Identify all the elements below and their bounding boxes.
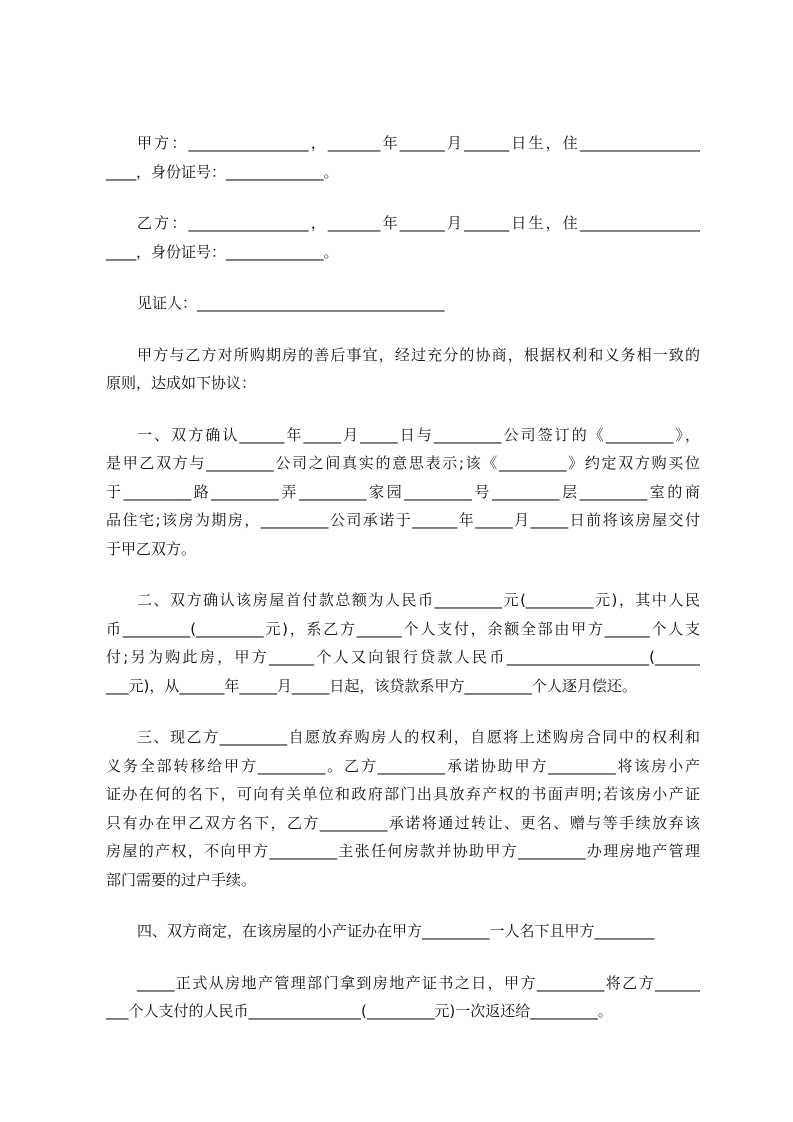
paragraph-line: ____，身份证号：_____________。	[106, 162, 339, 181]
contract-paragraph	[106, 917, 700, 946]
paragraph-line: 义务全部转移给甲方_________。乙方_________承诺协助甲方_________将该房小产	[106, 756, 700, 775]
paragraph-line: 乙方：________________，_______年______月______日生，住________________	[137, 214, 700, 232]
paragraph-line: 甲方：________________，_______年______月______日生，住________________	[137, 134, 700, 152]
contract-paragraph	[106, 341, 700, 398]
paragraph-line: ___个人支付的人民币_______________(_________元)一次返还给_________。	[106, 1002, 613, 1020]
paragraph-line: 于甲乙双方。	[106, 539, 197, 558]
paragraph-line: 于_________路_________弄_________家园_________号_________层_________室的商	[106, 482, 700, 501]
paragraph-line: 二、双方确认该房屋首付款总额为人民币_________元(_________元)，其中人民	[137, 591, 700, 609]
paragraph-line: 只有办在甲乙双方名下，乙方_________承诺将通过转让、更名、赠与等手续放弃该	[106, 813, 700, 832]
paragraph-line: 房屋的产权，不向甲方_________主张任何房款并协助甲方_________办理房地产管理	[106, 842, 700, 860]
contract-document	[106, 129, 700, 1049]
paragraph-line: 一、双方确认______年_____月_____日与_________公司签订的《_________》，	[137, 425, 700, 444]
paragraph-line: ___元)，从______年_____月_____日起，该贷款系甲方_________个人逐月偿还。	[106, 676, 637, 695]
contract-paragraph	[106, 129, 700, 186]
paragraph-line: _____正式从房地产管理部门拿到房地产证书之日，甲方_________将乙方______	[137, 973, 700, 992]
contract-paragraph	[106, 969, 700, 1026]
paragraph-line: 部门需要的过户手续。	[106, 870, 257, 889]
contract-paragraph	[106, 421, 700, 564]
paragraph-line: 见证人：_________________________________	[137, 294, 445, 312]
paragraph-line: 四、双方商定，在该房屋的小产证办在甲方_________一人名下且甲方________	[137, 922, 655, 940]
contract-paragraph	[106, 209, 700, 266]
paragraph-line: 付;另为购此房，甲方______个人又向银行贷款人民币___________________(______	[106, 648, 700, 666]
paragraph-line: 证办在何的名下，可向有关单位和政府部门出具放弃产权的书面声明;若该房小产证	[106, 785, 700, 803]
paragraph-line: 原则，达成如下协议：	[106, 374, 257, 392]
paragraph-line: ____，身份证号：_____________。	[106, 242, 339, 261]
paragraph-line: 是甲乙双方与_________公司之间真实的意思表示;该《_________》约定双方购买位	[106, 454, 700, 472]
paragraph-line: 甲方与乙方对所购期房的善后事宜，经过充分的协商，根据权利和义务相一致的	[137, 345, 700, 364]
paragraph-line: 币_________(_________元)，系乙方______个人支付，余额全部由甲方______个人支	[106, 619, 700, 638]
contract-paragraph	[106, 723, 700, 894]
contract-paragraph	[106, 586, 700, 700]
contract-paragraph	[106, 289, 700, 318]
paragraph-line: 品住宅;该房为期房，_________公司承诺于______年_____月_____日前将该房屋交付	[106, 511, 700, 529]
paragraph-line: 三、现乙方_________自愿放弃购房人的权利，自愿将上述购房合同中的权利和	[137, 728, 700, 746]
